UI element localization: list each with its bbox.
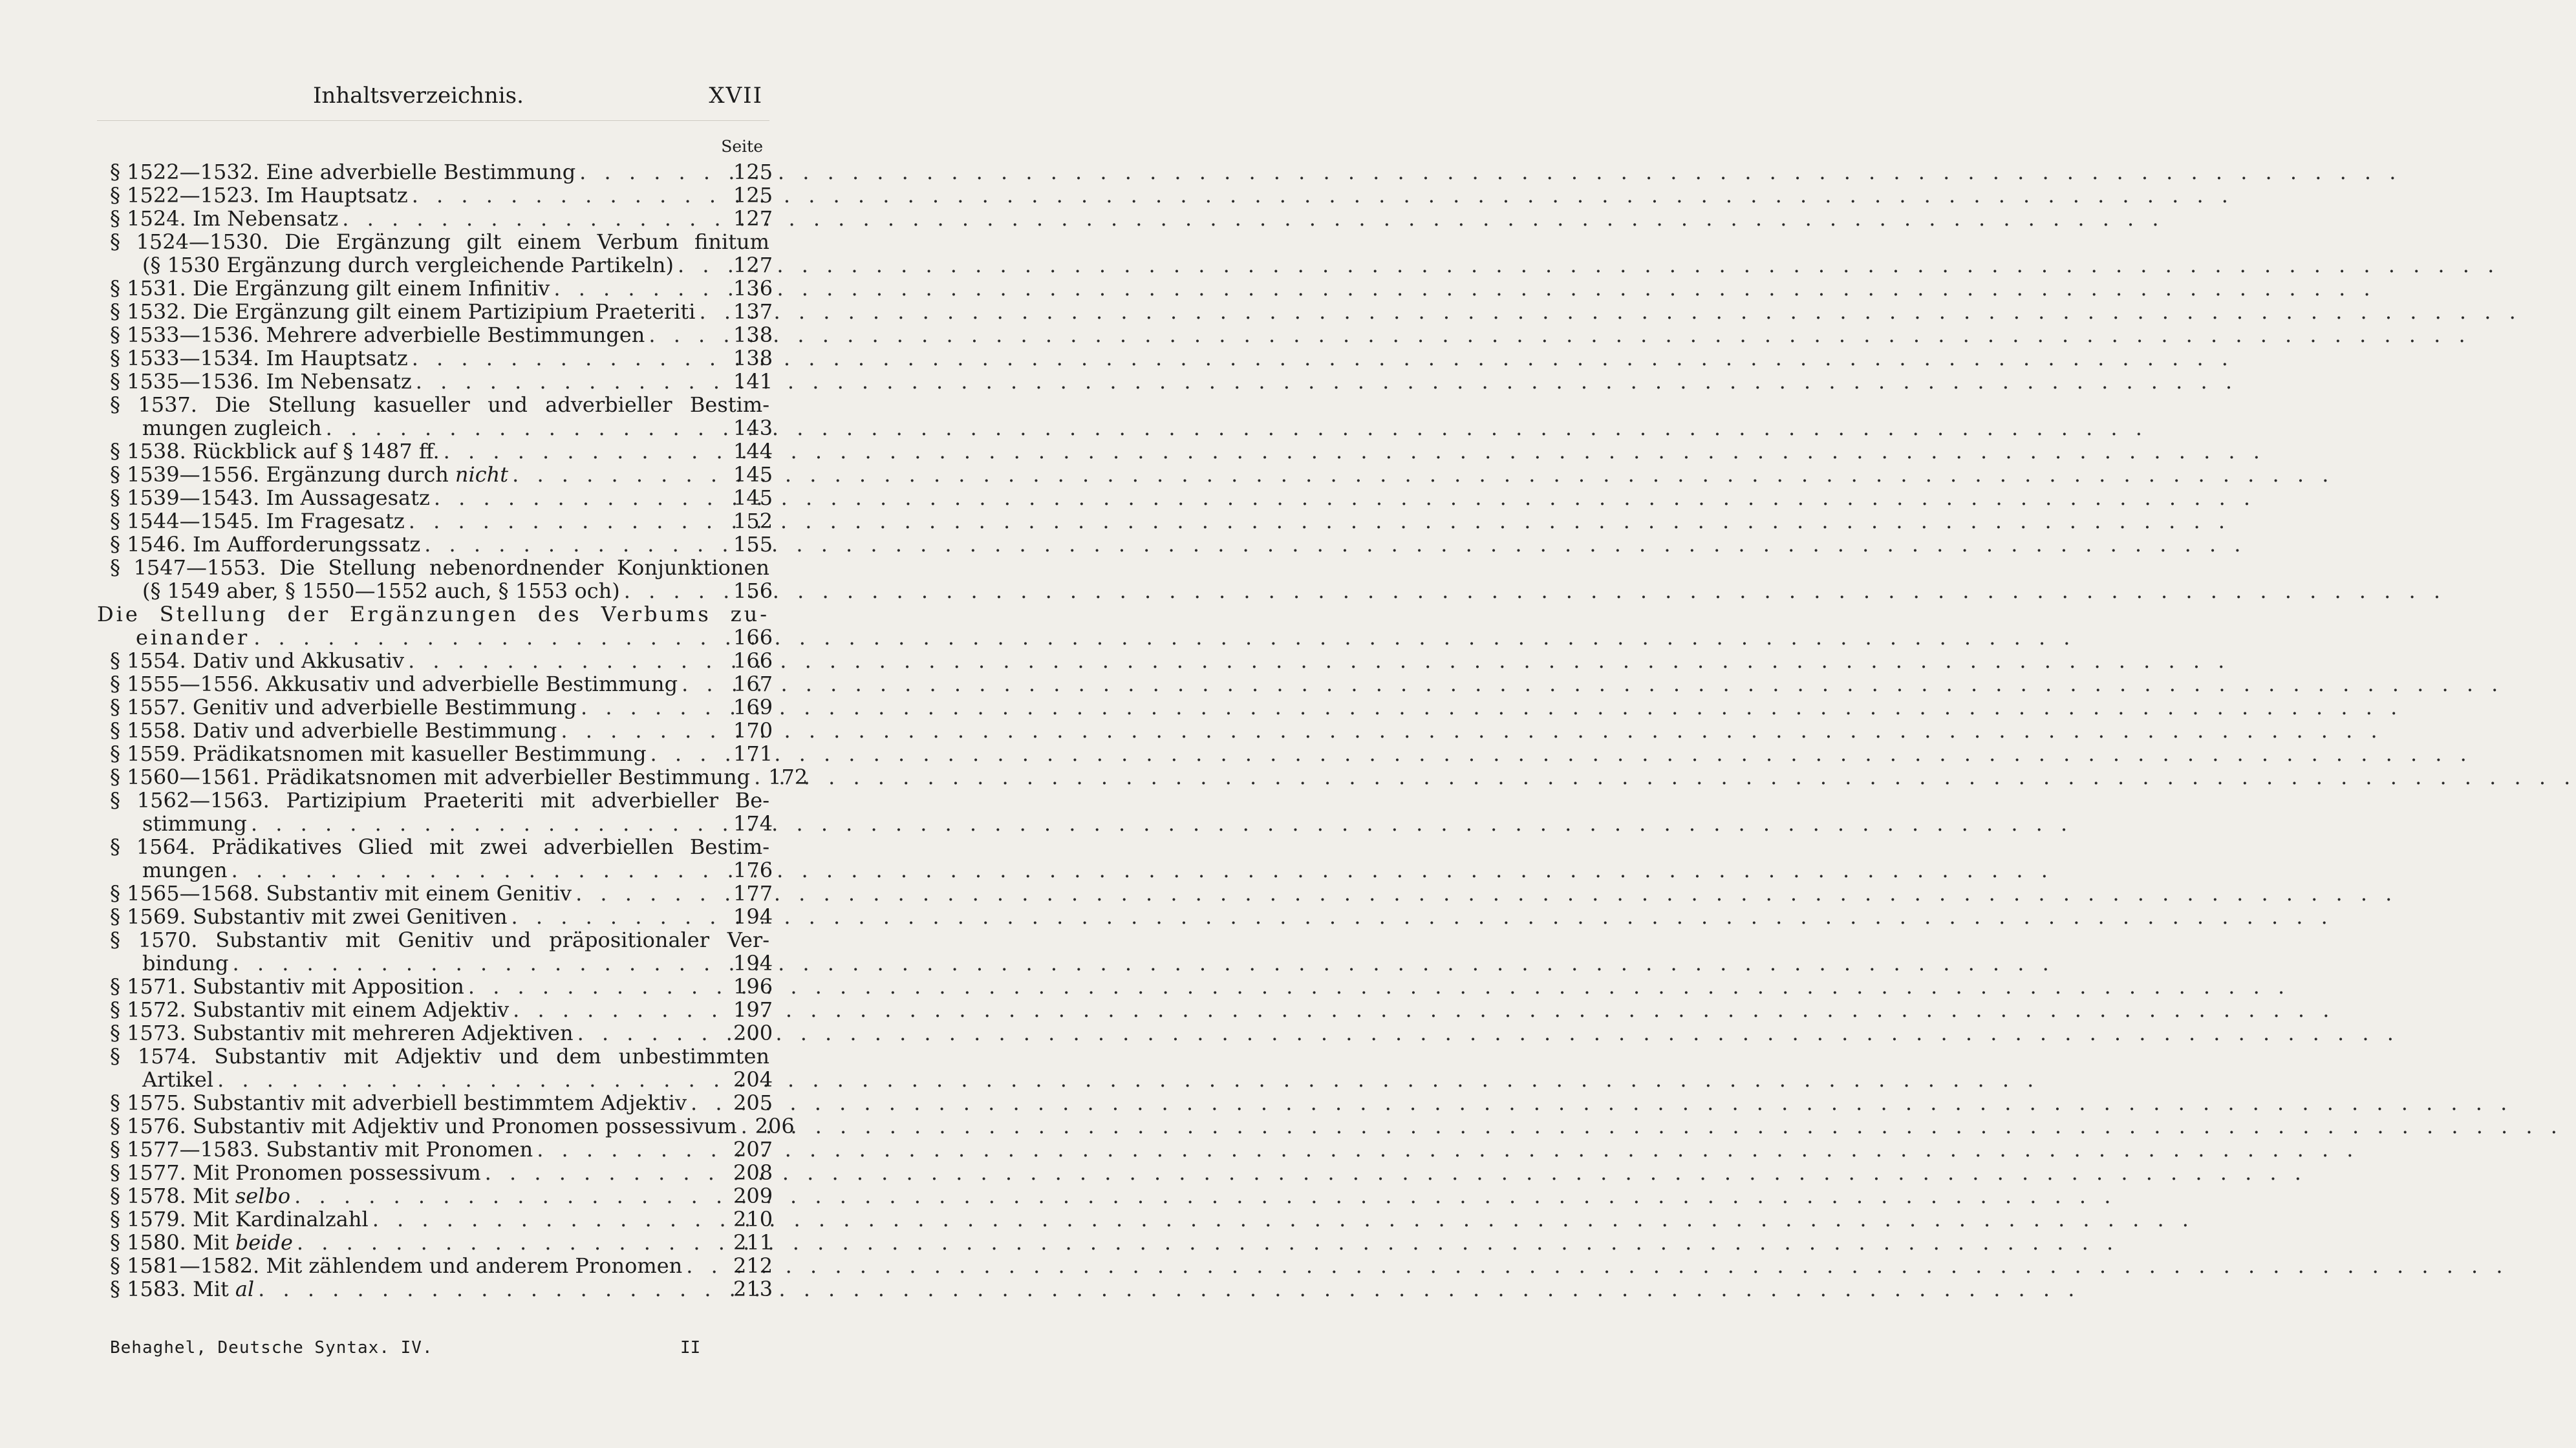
leader-dots — [412, 184, 729, 207]
leader-dots — [561, 719, 729, 742]
toc-entry — [97, 509, 773, 533]
leader-dots — [253, 626, 729, 649]
toc-entry-text: § 1572. Substantiv mit einem Adjektiv — [110, 997, 510, 1022]
toc-page-number: 141 — [733, 369, 773, 394]
toc-entry — [97, 1021, 773, 1045]
toc-entry-line — [97, 881, 773, 906]
toc-entry-line — [97, 183, 773, 208]
toc-page-number: 155 — [733, 532, 773, 557]
toc-entry-line — [97, 439, 773, 463]
toc-entry-line — [97, 672, 773, 696]
toc-entry-line — [97, 393, 769, 416]
toc-entry-text: § 1522—1532. Eine adverbielle Bestimmung — [110, 160, 576, 184]
toc-entry-line — [97, 835, 769, 858]
leader-dots — [537, 1138, 729, 1161]
toc-entry-line — [97, 1091, 773, 1115]
leader-dots — [251, 812, 729, 835]
leader-dots — [231, 858, 729, 882]
toc-entry-text: § 1559. Prädikatsnomen mit kasueller Bestimmung — [110, 741, 647, 766]
footer-source: Behaghel, Deutsche Syntax. IV. — [110, 1338, 433, 1358]
toc-entry — [97, 439, 773, 463]
leader-dots — [686, 1254, 729, 1277]
toc-entry-text: § 1574. Substantiv mit Adjektiv und dem unbestimmten — [110, 1044, 769, 1069]
toc-entry-text: § 1564. Prädikatives Glied mit zwei adverbiellen Bestim- — [110, 835, 769, 859]
toc-entry — [97, 835, 773, 882]
toc-entry-text: § 1576. Substantiv mit Adjektiv und Pronomen possessivum — [110, 1114, 737, 1138]
toc-page-number: 137 — [733, 299, 773, 324]
toc-entry-line — [97, 206, 773, 231]
toc-page-number: 169 — [733, 695, 773, 719]
toc-entry-text: § 1531. Die Ergänzung gilt einem Infinitiv — [110, 276, 550, 301]
toc-entry-italic-word: selbo — [235, 1184, 291, 1208]
seite-label: Seite — [721, 137, 763, 156]
toc-entry-line — [97, 1207, 773, 1231]
toc-page-number: 204 — [733, 1067, 773, 1092]
toc-entry-text: stimmung — [142, 811, 247, 836]
toc-entry-line — [97, 695, 773, 719]
toc-entry-text: mungen — [142, 858, 228, 882]
leader-dots — [700, 300, 730, 323]
toc-entry-text: § 1533—1536. Mehrere adverbielle Bestimmungen — [110, 323, 645, 347]
toc-entry-text: § 1565—1568. Substantiv mit einem Genitiv — [110, 881, 572, 906]
toc-page-number: 206 — [755, 1114, 795, 1138]
toc-entry-text: § 1573. Substantiv mit mehreren Adjektiven — [110, 1021, 574, 1045]
toc-entry-line — [97, 648, 773, 673]
toc-page-number: 136 — [733, 276, 773, 301]
toc-entry — [97, 788, 773, 836]
toc-page-number: 152 — [733, 509, 773, 533]
toc-page-number: 212 — [733, 1253, 773, 1278]
toc-page-number: 205 — [733, 1091, 773, 1115]
toc-entry — [97, 904, 773, 929]
leader-dots — [682, 672, 729, 696]
toc-page-number: 170 — [733, 718, 773, 743]
toc-page-number: 172 — [768, 765, 808, 789]
toc-page-number: 174 — [733, 811, 773, 836]
toc-entry-line — [97, 741, 773, 766]
toc-entry-text: § 1583. Mit — [110, 1277, 229, 1301]
toc-page-number: 171 — [733, 741, 773, 766]
leader-dots — [553, 277, 729, 300]
toc-entry-line — [97, 1277, 773, 1301]
toc-entry-text: § 1558. Dativ und adverbielle Bestimmung — [110, 718, 557, 743]
leader-dots — [326, 416, 729, 440]
toc-page-number: 176 — [733, 858, 773, 882]
toc-entry-line — [97, 160, 773, 184]
toc-page-number: 194 — [733, 951, 773, 975]
leader-dots — [511, 905, 729, 928]
leader-dots — [408, 649, 729, 672]
leader-dots — [650, 742, 729, 765]
leader-dots — [258, 1277, 729, 1301]
toc-page-number: 143 — [733, 416, 773, 440]
toc-entry-text: § 1581—1582. Mit zählendem und anderem Pronomen — [110, 1253, 683, 1278]
leader-dots — [581, 696, 729, 719]
toc-entry-text: § 1577—1583. Substantiv mit Pronomen — [110, 1137, 533, 1162]
toc-entry — [97, 695, 773, 719]
toc-entry-line — [97, 532, 773, 557]
toc-entry-text: (§ 1549 aber, § 1550—1552 auch, § 1553 och) — [142, 579, 620, 603]
leader-dots — [424, 533, 729, 556]
toc-entry — [97, 485, 773, 510]
toc-entry-text: § 1580. Mit — [110, 1230, 229, 1255]
toc-entry — [97, 369, 773, 394]
toc-entry-text: Die Stellung der Ergänzungen des Verbums zu- — [97, 602, 769, 626]
toc-entry — [97, 1253, 773, 1278]
leader-dots — [444, 440, 729, 463]
toc-page-number: 208 — [733, 1160, 773, 1185]
toc-entry — [97, 532, 773, 557]
leader-dots — [372, 1208, 729, 1231]
toc-page-number: 127 — [733, 253, 773, 277]
leader-dots — [294, 1184, 729, 1208]
toc-page-number: 177 — [733, 881, 773, 906]
toc-entry-line — [97, 230, 769, 253]
leader-dots — [233, 952, 729, 975]
toc-entry-text: mungen zugleich — [142, 416, 322, 440]
running-header — [313, 83, 763, 111]
toc-entry-continuation — [97, 579, 773, 603]
toc-entry — [97, 392, 773, 440]
toc-entry — [97, 160, 773, 184]
toc-entry-text: einander — [136, 625, 250, 650]
header-page-number: XVII — [709, 83, 763, 109]
toc-entry-continuation — [97, 625, 773, 650]
toc-entry-text: § 1578. Mit — [110, 1184, 229, 1208]
toc-entry-line — [97, 765, 808, 789]
toc-entry-text: § 1535—1536. Im Nebensatz — [110, 369, 412, 394]
toc-entry-text: § 1555—1556. Akkusativ und adverbielle Bestimmung — [110, 672, 678, 696]
toc-page-number: 145 — [733, 485, 773, 510]
toc-page-number: 211 — [733, 1230, 773, 1255]
table-of-contents — [97, 160, 808, 1301]
toc-entry-text: § 1539—1556. Ergänzung durch — [110, 462, 449, 487]
leader-dots — [513, 998, 729, 1021]
toc-entry — [97, 555, 773, 603]
toc-entry-line — [97, 556, 769, 579]
leader-dots — [468, 975, 729, 998]
toc-entry-line — [97, 1045, 769, 1068]
toc-entry — [97, 183, 773, 208]
toc-entry-text: § 1546. Im Aufforderungssatz — [110, 532, 421, 557]
leader-dots — [512, 463, 729, 486]
toc-entry-text: § 1524—1530. Die Ergänzung gilt einem Verbum finitum — [110, 229, 769, 254]
toc-entry-line — [97, 1184, 773, 1208]
toc-entry-line — [97, 789, 769, 812]
leader-dots — [409, 509, 729, 533]
toc-page-number: 210 — [733, 1207, 773, 1231]
toc-entry-text: § 1533—1534. Im Hauptsatz — [110, 346, 408, 370]
toc-page-number: 125 — [733, 183, 773, 208]
toc-entry-text: § 1577. Mit Pronomen possessivum — [110, 1160, 481, 1185]
toc-entry-line — [97, 718, 773, 743]
toc-page-number: 127 — [733, 206, 773, 231]
toc-entry — [97, 1137, 773, 1162]
toc-entry — [97, 741, 773, 766]
leader-dots — [412, 346, 729, 370]
toc-entry — [97, 1044, 773, 1092]
toc-page-number: 166 — [733, 648, 773, 673]
toc-entry-line — [97, 974, 773, 999]
toc-entry-text: § 1539—1543. Im Aussagesatz — [110, 485, 430, 510]
toc-entry — [97, 299, 773, 324]
toc-entry — [97, 229, 773, 277]
toc-entry-line — [97, 1253, 773, 1278]
toc-page-number: 125 — [733, 160, 773, 184]
toc-page-number: 138 — [733, 346, 773, 370]
leader-dots — [217, 1068, 729, 1091]
toc-entry-text: § 1532. Die Ergänzung gilt einem Partizipium Praeteriti — [110, 299, 696, 324]
toc-entry-line — [97, 904, 773, 929]
toc-entry-continuation — [97, 858, 773, 882]
toc-entry — [97, 1091, 773, 1115]
toc-entry-text: § 1547—1553. Die Stellung nebenordnender Konjunktionen — [110, 555, 769, 580]
toc-entry-line — [97, 276, 773, 301]
toc-entry-text: § 1569. Substantiv mit zwei Genitiven — [110, 904, 508, 929]
toc-entry-text: § 1557. Genitiv und adverbielle Bestimmung — [110, 695, 577, 719]
toc-entry-text: § 1571. Substantiv mit Apposition — [110, 974, 464, 999]
toc-entry-text: (§ 1530 Ergänzung durch vergleichende Partikeln) — [142, 253, 674, 277]
toc-entry-continuation — [97, 1067, 773, 1092]
footer — [97, 1338, 769, 1364]
toc-entry-text: Artikel — [142, 1067, 214, 1092]
toc-entry — [97, 206, 773, 231]
leader-dots — [416, 370, 729, 393]
toc-entry-text: bindung — [142, 951, 229, 975]
toc-page-number: 213 — [733, 1277, 773, 1301]
toc-entry-line — [97, 1230, 773, 1255]
leader-dots — [741, 1114, 751, 1138]
toc-entry-text: § 1522—1523. Im Hauptsatz — [110, 183, 408, 208]
toc-entry-line — [97, 323, 773, 347]
toc-entry — [97, 997, 773, 1022]
toc-entry — [97, 672, 773, 696]
toc-page-number: 138 — [733, 323, 773, 347]
toc-entry-text: § 1544—1545. Im Fragesatz — [110, 509, 405, 533]
toc-entry-line — [97, 299, 773, 324]
leader-dots — [342, 207, 729, 230]
toc-entry — [97, 718, 773, 743]
leader-dots — [624, 579, 729, 602]
leader-dots — [434, 486, 729, 509]
toc-entry-continuation — [97, 811, 773, 836]
toc-entry-line — [97, 1137, 773, 1162]
toc-entry-line — [97, 997, 773, 1022]
toc-entry — [97, 1230, 773, 1255]
toc-entry-text: § 1562—1563. Partizipium Praeteriti mit adverbieller Be- — [110, 788, 769, 813]
toc-entry-continuation — [97, 253, 773, 277]
leader-dots — [691, 1091, 729, 1114]
toc-entry-italic-word: nicht — [455, 462, 509, 487]
toc-entry-text: § 1579. Mit Kardinalzahl — [110, 1207, 369, 1231]
leader-dots — [754, 765, 764, 789]
toc-entry — [97, 346, 773, 370]
toc-entry — [97, 1277, 773, 1301]
header-rule — [97, 120, 769, 121]
toc-page-number: 194 — [733, 904, 773, 929]
toc-page-number: 145 — [733, 462, 773, 487]
leader-dots — [485, 1161, 729, 1184]
toc-page-number: 144 — [733, 439, 773, 463]
toc-entry-continuation — [97, 951, 773, 975]
toc-entry-line — [97, 346, 773, 370]
leader-dots — [678, 253, 729, 277]
leader-dots — [297, 1231, 729, 1254]
toc-entry — [97, 462, 773, 487]
toc-entry-line — [97, 462, 773, 487]
toc-page-number: 200 — [733, 1021, 773, 1045]
toc-page-number: 207 — [733, 1137, 773, 1162]
toc-entry — [97, 1184, 773, 1208]
leader-dots — [579, 160, 729, 184]
toc-entry-text: § 1570. Substantiv mit Genitiv und präpositionaler Ver- — [110, 928, 769, 952]
toc-entry — [97, 1114, 795, 1138]
toc-entry-line — [97, 369, 773, 394]
toc-page-number: 167 — [733, 672, 773, 696]
toc-page-number: 209 — [733, 1184, 773, 1208]
toc-entry-text: § 1537. Die Stellung kasueller und adverbieller Bestim- — [110, 392, 769, 417]
toc-entry — [97, 648, 773, 673]
toc-entry — [97, 765, 808, 789]
toc-page-number: 196 — [733, 974, 773, 999]
toc-page-number: 166 — [733, 625, 773, 650]
toc-page-number: 156 — [733, 579, 773, 603]
toc-entry-text: § 1554. Dativ und Akkusativ — [110, 648, 405, 673]
page — [0, 0, 918, 1448]
toc-entry-text: § 1524. Im Nebensatz — [110, 206, 339, 231]
toc-entry — [97, 276, 773, 301]
footer-signature: II — [680, 1338, 701, 1358]
leader-dots — [575, 882, 729, 905]
toc-entry — [97, 928, 773, 975]
toc-entry-line — [97, 1021, 773, 1045]
leader-dots — [649, 323, 729, 346]
toc-entry-line — [97, 1114, 795, 1138]
toc-entry-line — [97, 1160, 773, 1185]
header-title: Inhaltsverzeichnis. — [313, 83, 524, 109]
toc-entry — [97, 974, 773, 999]
toc-entry-text: § 1575. Substantiv mit adverbiell bestimmtem Adjektiv — [110, 1091, 687, 1115]
toc-entry — [97, 323, 773, 347]
toc-entry — [97, 602, 773, 650]
toc-entry-line — [97, 928, 769, 952]
toc-entry-continuation — [97, 416, 773, 440]
toc-entry — [97, 1160, 773, 1185]
leader-dots — [577, 1021, 729, 1045]
toc-page-number: 197 — [733, 997, 773, 1022]
toc-entry-text: § 1560—1561. Prädikatsnomen mit adverbieller Bestimmung — [110, 765, 751, 789]
toc-entry-text: § 1538. Rückblick auf § 1487 ff. — [110, 439, 440, 463]
toc-entry-italic-word: al — [235, 1277, 255, 1301]
toc-entry — [97, 1207, 773, 1231]
toc-entry-line — [97, 509, 773, 533]
toc-entry-line — [97, 602, 769, 626]
toc-entry-line — [97, 485, 773, 510]
toc-entry — [97, 881, 773, 906]
toc-entry-italic-word: beide — [235, 1230, 293, 1255]
